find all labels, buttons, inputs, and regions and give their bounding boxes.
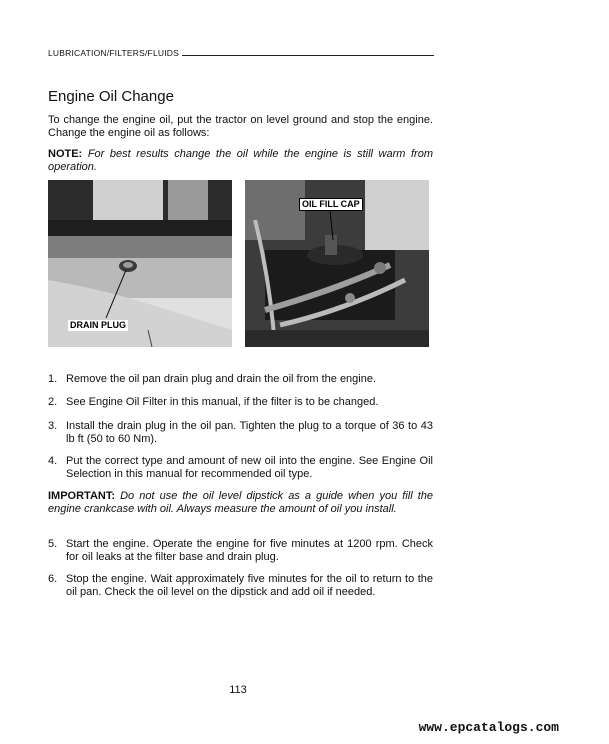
page-title: Engine Oil Change [48,88,174,105]
step-text: Stop the engine. Wait approximately five minutes for the oil to return to the oil pan. Check the oil level on the dipstick and add oil if needed. [66,573,433,598]
step-5 [48,538,433,564]
intro-paragraph: To change the engine oil, put the tractor on level ground and stop the engine. Change the engine oil as follows: [48,114,433,139]
oil-fill-cap-callout: OIL FILL CAP [299,198,363,211]
step-number: 5. [48,538,58,550]
step-text: Remove the oil pan drain plug and drain the oil from the engine. [66,373,377,385]
oil-fill-cap-photo [245,180,429,347]
step-number: 3. [48,420,58,432]
step-2 [48,396,433,409]
step-text: Start the engine. Operate the engine for five minutes at 1200 rpm. Check for oil leaks at the filter base and drain plug. [66,538,433,563]
step-number: 2. [48,396,58,408]
step-text: Install the drain plug in the oil pan. Tighten the plug to a torque of 36 to 43 lb ft (50 to 60 Nm). [66,420,433,445]
step-4 [48,455,433,481]
step-number: 1. [48,373,58,385]
step-text: Put the correct type and amount of new oil into the engine. See Engine Oil Selection in this manual for recommended oil type. [66,455,433,480]
watermark-url: www.epcatalogs.com [418,720,559,735]
step-6 [48,573,433,599]
step-3 [48,420,433,446]
step-number: 4. [48,455,58,467]
section-header-rule [182,55,434,56]
section-header-label: LUBRICATION/FILTERS/FLUIDS [48,48,179,58]
drain-plug-photo [48,180,232,347]
step-number: 6. [48,573,58,585]
important-label: IMPORTANT: [48,490,116,502]
step-1 [48,373,433,386]
note-paragraph [48,148,433,174]
important-paragraph [48,490,433,516]
drain-plug-callout: DRAIN PLUG [70,320,126,330]
note-text: For best results change the oil while the engine is still warm from operation. [48,148,434,173]
step-text: See Engine Oil Filter in this manual, if the filter is to be changed. [66,396,379,408]
section-header [48,48,434,58]
page-number: 113 [229,684,247,696]
note-label: NOTE: [48,148,83,160]
important-text: Do not use the oil level dipstick as a guide when you fill the engine crankcase with oil. Always measure the amount of oil you install. [48,490,434,515]
